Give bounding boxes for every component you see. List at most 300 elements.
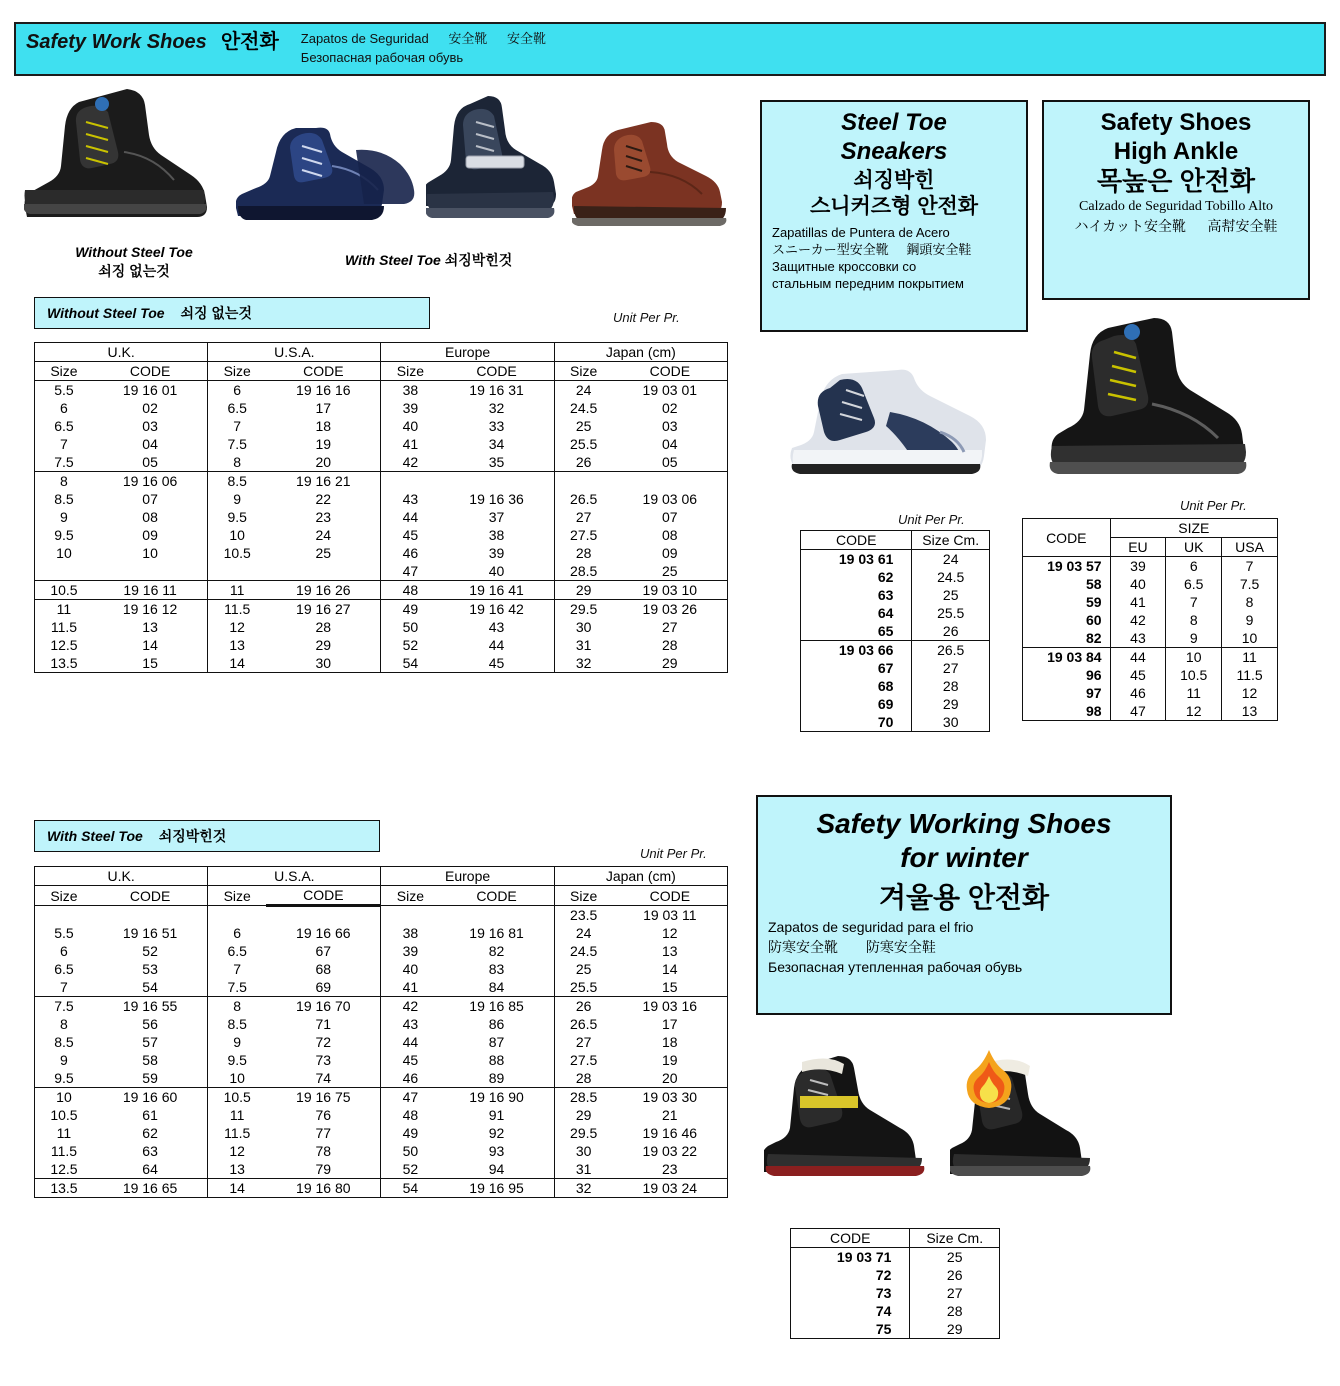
table-row (35, 1088, 728, 1107)
cell-code: 96 (1023, 666, 1111, 684)
cell-code: 69 (801, 695, 912, 713)
cell-size: 8 (35, 472, 93, 491)
cell-code: 98 (1023, 702, 1111, 721)
cell-size: 50 (381, 618, 439, 636)
cell-size: 25.5 (554, 435, 612, 453)
table-body-winter (791, 1248, 1000, 1339)
panel-winter-es: Zapatos de seguridad para el frio (768, 919, 974, 935)
table-row (1023, 684, 1278, 702)
cell-code: 19 16 01 (122, 382, 178, 398)
table-row (35, 960, 728, 978)
cell-size: 11.5 (208, 600, 266, 619)
cell-code (439, 906, 554, 925)
table-row (1023, 629, 1278, 648)
cell-code: 17 (613, 1015, 728, 1033)
cell-code: 19 03 01 (613, 381, 728, 400)
table-row (801, 641, 990, 660)
cell-code: 87 (488, 1034, 505, 1050)
cell-size: 39 (381, 399, 439, 417)
cell-code: 38 (488, 527, 505, 543)
cell-size: 27 (554, 1033, 612, 1051)
cell-size (35, 906, 93, 925)
page-title-translations (301, 29, 562, 67)
cell-size-cm: 25 (912, 586, 990, 604)
cell-size: 41 (381, 978, 439, 997)
cell-size (35, 562, 93, 581)
table-row (35, 381, 728, 400)
cell-code: 25 (315, 545, 332, 561)
cell-code: 84 (488, 979, 505, 995)
cell-size: 11.5 (35, 1142, 93, 1160)
cell-usa: 10 (1222, 629, 1278, 648)
cell-size: 7 (208, 417, 266, 435)
panel-high-ankle-cn: 高幇安全鞋 (1207, 220, 1278, 235)
size-table-with-steel-toe (34, 866, 728, 1198)
caption-without-steel-toe-kr: 쇠징 없는것 (98, 263, 170, 279)
cell-size: 29.5 (554, 1124, 612, 1142)
table-row (35, 1015, 728, 1033)
cell-size: 7 (35, 978, 93, 997)
cell-code: 88 (488, 1052, 505, 1068)
shoe-photo-high-ankle (1048, 308, 1263, 493)
cell-size: 10 (35, 544, 93, 562)
cell-code: 13 (142, 619, 158, 635)
section-label-with-steel-toe-kr: 쇠징박힌것 (158, 828, 227, 844)
cell-code: 19 16 46 (613, 1124, 728, 1142)
header-uk: UK (1166, 538, 1222, 557)
table-row (35, 618, 728, 636)
cell-code: 74 (315, 1070, 332, 1086)
table-row (35, 1051, 728, 1069)
cell-size: 52 (381, 1160, 439, 1179)
cell-code: 71 (315, 1016, 332, 1032)
cell-uk: 12 (1166, 702, 1222, 721)
table-row (1023, 575, 1278, 593)
table-row (35, 472, 728, 491)
cell-size: 5.5 (35, 924, 93, 942)
cell-size: 11 (35, 600, 93, 619)
cell-size: 41 (381, 435, 439, 453)
table-row (1023, 666, 1278, 684)
cell-size: 24.5 (554, 399, 612, 417)
cell-code: 09 (613, 544, 728, 562)
banner-ru: Безопасная рабочая обувь (300, 50, 464, 65)
cell-size-cm: 29 (910, 1320, 1000, 1339)
cell-size: 10.5 (208, 544, 266, 562)
cell-code: 57 (142, 1034, 158, 1050)
panel-winter-cn: 防寒安全鞋 (865, 939, 936, 955)
cell-code: 19 16 27 (266, 600, 381, 619)
table-row (35, 1106, 728, 1124)
cell-size: 27.5 (554, 526, 612, 544)
cell-code: 20 (613, 1069, 728, 1088)
table-row (1023, 611, 1278, 629)
cell-code: 29 (315, 637, 332, 653)
panel-winter-title2: for winter (900, 842, 1028, 873)
subheader-size: Size (381, 886, 439, 906)
cell-code: 10 (142, 545, 158, 561)
cell-eu: 41 (1110, 593, 1166, 611)
cell-code: 93 (488, 1143, 505, 1159)
table-row (801, 622, 990, 641)
cell-code: 92 (488, 1125, 505, 1141)
subheader-size: Size (35, 362, 93, 381)
cell-usa: 7 (1222, 557, 1278, 576)
cell-size: 8 (35, 1015, 93, 1033)
subheader-size: Size (208, 886, 266, 906)
cell-code: 40 (488, 563, 505, 579)
cell-size: 9.5 (35, 526, 93, 544)
cell-size: 7.5 (208, 978, 266, 997)
subheader-code: CODE (93, 362, 208, 381)
cell-code: 73 (791, 1284, 910, 1302)
size-table-sneakers (800, 530, 990, 732)
cell-size: 10.5 (208, 1088, 266, 1107)
panel-sneakers-ru1: Защитные кроссовки со (772, 259, 917, 274)
cell-usa: 9 (1222, 611, 1278, 629)
cell-code: 29 (613, 654, 728, 673)
table-row (35, 417, 728, 435)
cell-size: 9 (208, 490, 266, 508)
table-row (35, 1033, 728, 1051)
panel-sneakers-kr1: 쇠징박힌 (853, 169, 935, 192)
cell-size: 9 (208, 1033, 266, 1051)
cell-size: 13 (208, 636, 266, 654)
cell-code: 22 (315, 491, 332, 507)
cell-code: 62 (801, 568, 912, 586)
panel-high-ankle (1042, 100, 1310, 300)
cell-size (554, 472, 612, 491)
cell-size: 54 (381, 654, 439, 673)
cell-code: 08 (142, 509, 158, 525)
cell-code: 54 (142, 979, 158, 995)
cell-code: 45 (439, 654, 554, 673)
cell-size: 29 (554, 1106, 612, 1124)
table-row (801, 604, 990, 622)
size-table-without-steel-toe (34, 342, 728, 673)
cell-size: 44 (381, 508, 439, 526)
cell-size: 6 (35, 942, 93, 960)
cell-code: 70 (801, 713, 912, 732)
cell-code: 19 16 90 (439, 1088, 554, 1107)
cell-size: 6 (208, 381, 266, 400)
cell-uk: 10.5 (1166, 666, 1222, 684)
banner-es: Zapatos de Seguridad (300, 31, 429, 46)
cell-code: 60 (1023, 611, 1111, 629)
caption-without-steel-toe (34, 243, 234, 281)
cell-code: 82 (488, 943, 505, 959)
cell-size: 11.5 (208, 1124, 266, 1142)
cell-size: 11 (35, 1124, 93, 1142)
cell-code: 08 (613, 526, 728, 544)
cell-code: 03 (142, 418, 158, 434)
table-header-subcols (35, 362, 728, 381)
cell-code: 02 (613, 399, 728, 417)
cell-size: 12 (208, 1142, 266, 1160)
cell-size: 49 (381, 600, 439, 619)
panel-high-ankle-es: Calzado de Seguridad Tobillo Alto (1079, 199, 1273, 214)
cell-code: 18 (613, 1033, 728, 1051)
cell-size: 14 (208, 1179, 266, 1198)
header-usa: U.S.A. (208, 867, 381, 886)
cell-size: 10.5 (35, 1106, 93, 1124)
header-europe: Europe (381, 867, 554, 886)
cell-code: 68 (801, 677, 912, 695)
cell-size: 42 (381, 453, 439, 472)
cell-size-cm: 24 (912, 550, 990, 569)
cell-code: 19 16 06 (93, 472, 208, 491)
cell-code: 67 (801, 659, 912, 677)
table-row (35, 1160, 728, 1179)
product-photo-row (14, 82, 734, 242)
header-code: CODE (801, 531, 912, 550)
header-eu: EU (1110, 538, 1166, 557)
table-row (35, 1179, 728, 1198)
cell-size: 27.5 (554, 1051, 612, 1069)
cell-size: 40 (381, 960, 439, 978)
cell-code: 07 (142, 491, 158, 507)
cell-size-cm: 25 (910, 1248, 1000, 1267)
cell-size: 24 (554, 381, 612, 400)
cell-size: 31 (554, 1160, 612, 1179)
cell-size: 9 (35, 508, 93, 526)
cell-code: 19 (315, 436, 332, 452)
cell-size: 9.5 (35, 1069, 93, 1088)
table-header-regions (35, 343, 728, 362)
cell-uk: 6 (1166, 557, 1222, 576)
section-label-without-steel-toe-en: Without Steel Toe (47, 305, 165, 321)
unit-label-table2: Unit Per Pr. (640, 846, 707, 861)
banner-jp: 安全靴 (448, 31, 488, 46)
subheader-size: Size (554, 362, 612, 381)
cell-size: 50 (381, 1142, 439, 1160)
table-row (791, 1248, 1000, 1267)
table-body-high-ankle (1023, 557, 1278, 721)
cell-usa: 8 (1222, 593, 1278, 611)
panel-high-ankle-kr: 목높은 안전화 (1097, 166, 1255, 196)
table-row (1023, 648, 1278, 667)
section-label-without-steel-toe (34, 297, 430, 329)
cell-size: 46 (381, 1069, 439, 1088)
cell-size: 45 (381, 526, 439, 544)
cell-size: 47 (381, 562, 439, 581)
caption-with-steel-toe-en: With Steel Toe (345, 252, 441, 268)
table-row (35, 924, 728, 942)
cell-code: 63 (142, 1143, 158, 1159)
table-row (801, 586, 990, 604)
cell-code: 21 (613, 1106, 728, 1124)
cell-usa: 12 (1222, 684, 1278, 702)
cell-code: 13 (613, 942, 728, 960)
cell-usa: 7.5 (1222, 575, 1278, 593)
cell-size-cm: 28 (912, 677, 990, 695)
cell-size: 30 (554, 618, 612, 636)
table-row (791, 1266, 1000, 1284)
subheader-code: CODE (439, 362, 554, 381)
cell-uk: 8 (1166, 611, 1222, 629)
cell-code: 63 (801, 586, 912, 604)
panel-sneakers-translations (762, 224, 1026, 296)
cell-code: 64 (142, 1161, 158, 1177)
cell-size: 26.5 (554, 490, 612, 508)
cell-code: 04 (142, 436, 158, 452)
cell-size: 48 (381, 1106, 439, 1124)
cell-eu: 43 (1110, 629, 1166, 648)
cell-size: 7 (35, 435, 93, 453)
table-body-sneakers (801, 550, 990, 732)
cell-size: 26 (554, 997, 612, 1016)
cell-size: 8 (208, 997, 266, 1016)
cell-eu: 46 (1110, 684, 1166, 702)
cell-size: 6.5 (35, 417, 93, 435)
cell-size: 10 (35, 1088, 93, 1107)
cell-size: 8.5 (208, 1015, 266, 1033)
cell-code: 28 (315, 619, 332, 635)
cell-code: 53 (142, 961, 158, 977)
cell-code: 07 (613, 508, 728, 526)
header-japan: Japan (cm) (554, 343, 727, 362)
table-row (35, 453, 728, 472)
table-body-with-steel-toe (35, 906, 728, 1198)
header-size-group: SIZE (1110, 519, 1277, 538)
cell-size (381, 472, 439, 491)
cell-size: 43 (381, 1015, 439, 1033)
cell-size: 12 (208, 618, 266, 636)
cell-size-cm: 26 (912, 622, 990, 641)
cell-code: 62 (142, 1125, 158, 1141)
table-row (35, 654, 728, 673)
caption-with-steel-toe (345, 250, 635, 270)
cell-code: 19 16 55 (93, 997, 208, 1016)
shoe-photo-winter-left (764, 1040, 936, 1185)
header-japan: Japan (cm) (554, 867, 727, 886)
cell-size-cm: 27 (912, 659, 990, 677)
cell-code: 19 16 42 (439, 600, 554, 619)
table-row (791, 1302, 1000, 1320)
panel-steel-toe-sneakers (760, 100, 1028, 332)
shoe-photo-brown-boot (572, 120, 732, 228)
cell-code: 19 03 24 (613, 1179, 728, 1198)
page-banner (14, 22, 1326, 76)
cell-size: 6.5 (35, 960, 93, 978)
cell-size: 45 (381, 1051, 439, 1069)
cell-code: 19 16 70 (266, 997, 381, 1016)
shoe-photo-strap-boot (426, 96, 566, 226)
cell-size: 12.5 (35, 1160, 93, 1179)
cell-code: 61 (142, 1107, 158, 1123)
table-row (801, 659, 990, 677)
section-label-without-steel-toe-kr: 쇠징 없는것 (180, 305, 252, 321)
cell-code: 27 (613, 618, 728, 636)
cell-size: 44 (381, 1033, 439, 1051)
cell-code: 94 (488, 1161, 505, 1177)
cell-code: 19 16 21 (266, 472, 381, 491)
cell-size: 11 (208, 1106, 266, 1124)
table-row (35, 544, 728, 562)
cell-code: 19 16 81 (469, 925, 524, 941)
table-row (35, 600, 728, 619)
header-uk: U.K. (35, 343, 208, 362)
cell-size-cm: 29 (912, 695, 990, 713)
panel-sneakers-es: Zapatillas de Puntera de Acero (772, 225, 950, 240)
subheader-code: CODE (266, 362, 381, 381)
header-code: CODE (1023, 519, 1111, 557)
cell-size: 49 (381, 1124, 439, 1142)
table-header-regions (35, 867, 728, 886)
header-uk: U.K. (35, 867, 208, 886)
cell-size: 32 (554, 1179, 612, 1198)
panel-winter (756, 795, 1172, 1015)
panel-sneakers-jp: スニーカー型安全靴 (772, 242, 889, 257)
cell-size: 39 (381, 942, 439, 960)
cell-size-cm: 27 (910, 1284, 1000, 1302)
cell-code: 19 03 30 (613, 1088, 728, 1107)
cell-code: 19 03 57 (1023, 557, 1111, 576)
cell-size: 25 (554, 960, 612, 978)
table-row (35, 978, 728, 997)
cell-size-cm: 25.5 (912, 604, 990, 622)
cell-code: 19 03 16 (613, 997, 728, 1016)
cell-code: 19 16 75 (266, 1088, 381, 1107)
cell-size: 10.5 (35, 581, 93, 600)
cell-code: 19 03 10 (613, 581, 728, 600)
table-row (35, 526, 728, 544)
table-row (35, 508, 728, 526)
panel-sneakers-kr2: 스니커즈형 안전화 (809, 195, 979, 218)
table-header-winter (791, 1229, 1000, 1248)
cell-code: 65 (801, 622, 912, 641)
cell-size: 12.5 (35, 636, 93, 654)
cell-code: 74 (791, 1302, 910, 1320)
cell-eu: 42 (1110, 611, 1166, 629)
cell-eu: 44 (1110, 648, 1166, 667)
panel-high-ankle-title1: Safety Shoes (1100, 109, 1252, 136)
panel-sneakers-title2: Sneakers (840, 138, 948, 165)
cell-size: 8.5 (208, 472, 266, 491)
cell-size: 23.5 (554, 906, 612, 925)
cell-code: 68 (315, 961, 332, 977)
cell-size: 8.5 (35, 1033, 93, 1051)
header-size-cm: Size Cm. (912, 531, 990, 550)
cell-code: 23 (613, 1160, 728, 1179)
cell-code: 19 16 26 (266, 581, 381, 600)
cell-usa: 11 (1222, 648, 1278, 667)
cell-code: 73 (315, 1052, 332, 1068)
subheader-code: CODE (613, 886, 728, 906)
cell-code: 19 16 80 (266, 1179, 381, 1198)
cell-uk: 10 (1166, 648, 1222, 667)
subheader-size: Size (35, 886, 93, 906)
panel-sneakers-title1: Steel Toe (841, 109, 947, 136)
cell-code: 19 03 06 (613, 490, 728, 508)
cell-code: 91 (488, 1107, 505, 1123)
section-label-with-steel-toe-en: With Steel Toe (47, 828, 143, 844)
cell-code (266, 562, 381, 581)
cell-size: 46 (381, 544, 439, 562)
cell-code: 02 (142, 400, 158, 416)
cell-code: 20 (315, 454, 332, 470)
cell-size: 54 (381, 1179, 439, 1198)
cell-code: 69 (315, 979, 332, 995)
unit-label-sneakers: Unit Per Pr. (898, 512, 965, 527)
cell-code: 82 (1023, 629, 1111, 648)
table-row (35, 636, 728, 654)
panel-winter-ru: Безопасная утепленная рабочая обувь (768, 959, 1023, 975)
panel-sneakers-cn: 鋼頭安全鞋 (906, 242, 972, 257)
panel-winter-title1: Safety Working Shoes (816, 808, 1112, 839)
table-row (801, 713, 990, 732)
table-header-high-ankle-top (1023, 519, 1278, 538)
